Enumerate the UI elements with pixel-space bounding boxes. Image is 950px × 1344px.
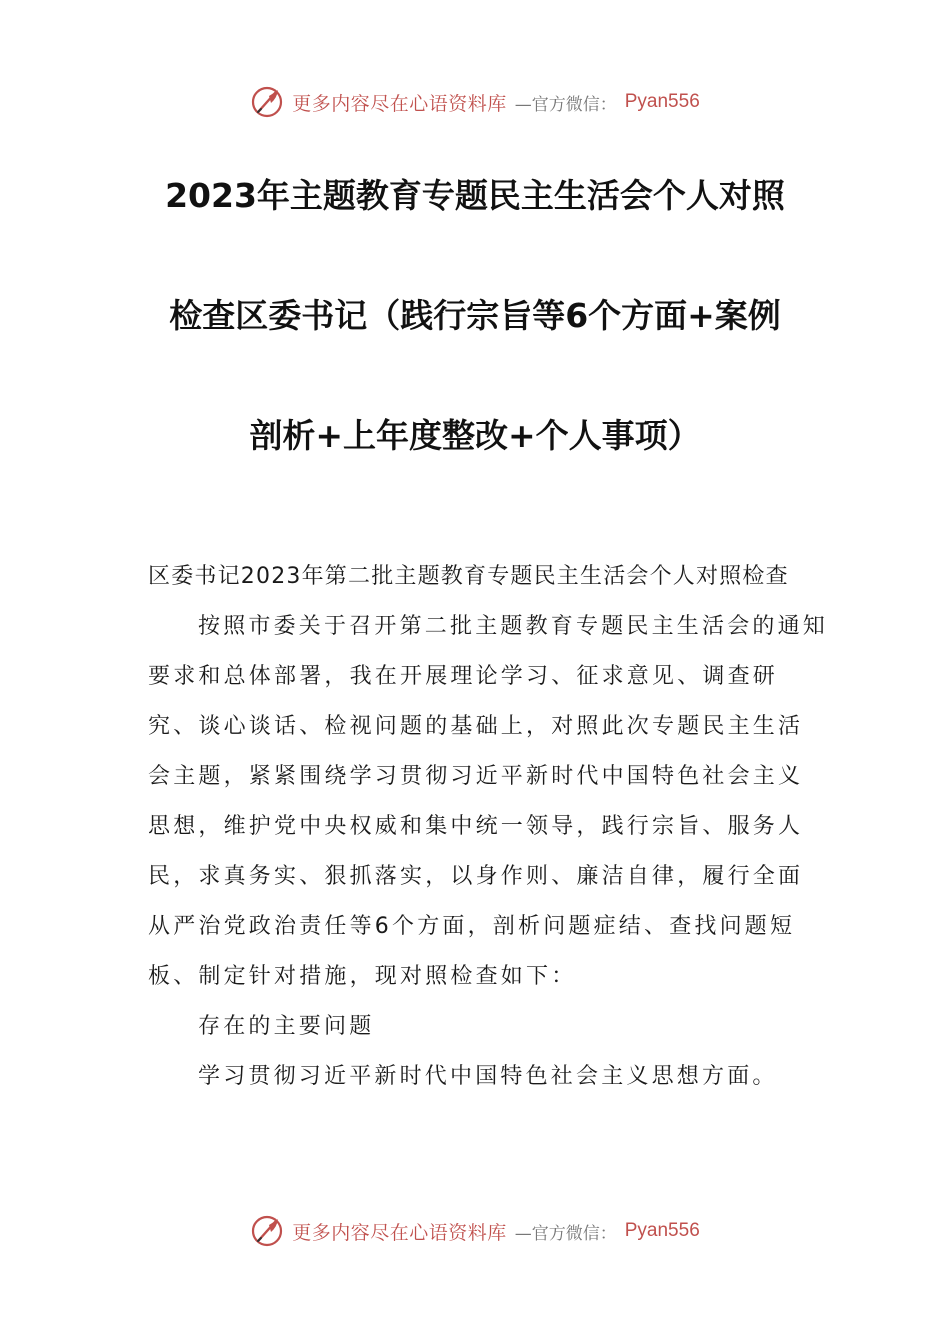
document-title-line-2: 检查区委书记（践行宗旨等6个方面+案例 bbox=[169, 296, 781, 335]
intro-paragraph: 按照市委关于召开第二批主题教育专题民主生活会的通知要求和总体部署，我在开展理论学习、征求意见、调查研究、谈心谈话、检视问题的基础上，对照此次专题民主生活会主题，紧紧围绕学习贯彻习近平新时代中国特色社会主义思想，维护党中央权威和集中统一领导，践行宗旨、服务人民，求真务实、狠抓落实，以身作则、廉洁自律，履行全面从严治党政治责任等6个方面，剖析问题症结、查找问题短板、制定针对措施，现对照检查如下： bbox=[148, 614, 829, 989]
quill-logo-icon bbox=[250, 85, 284, 119]
document-title-line-3: 剖析+上年度整改+个人事项） bbox=[249, 416, 701, 455]
watermark-text: 更多内容尽在心语资料库 bbox=[292, 1221, 507, 1244]
header-watermark bbox=[0, 82, 950, 122]
section-paragraph: 学习贯彻习近平新时代中国特色社会主义思想方面。 bbox=[198, 1064, 778, 1089]
watermark-separator: —官方微信： bbox=[514, 94, 617, 115]
footer-watermark bbox=[0, 1211, 950, 1251]
document-body bbox=[148, 552, 828, 1102]
watermark-separator: —官方微信： bbox=[514, 1223, 617, 1244]
section-heading: 存在的主要问题 bbox=[198, 1014, 375, 1039]
document-subtitle: 区委书记2023年第二批主题教育专题民主生活会个人对照检查 bbox=[148, 564, 789, 589]
watermark-handle: Pyan556 bbox=[624, 91, 700, 112]
document-title-line-1: 2023年主题教育专题民主生活会个人对照 bbox=[165, 176, 785, 215]
watermark-text: 更多内容尽在心语资料库 bbox=[292, 92, 507, 115]
watermark-handle: Pyan556 bbox=[624, 1220, 700, 1241]
quill-logo-icon bbox=[250, 1214, 284, 1248]
